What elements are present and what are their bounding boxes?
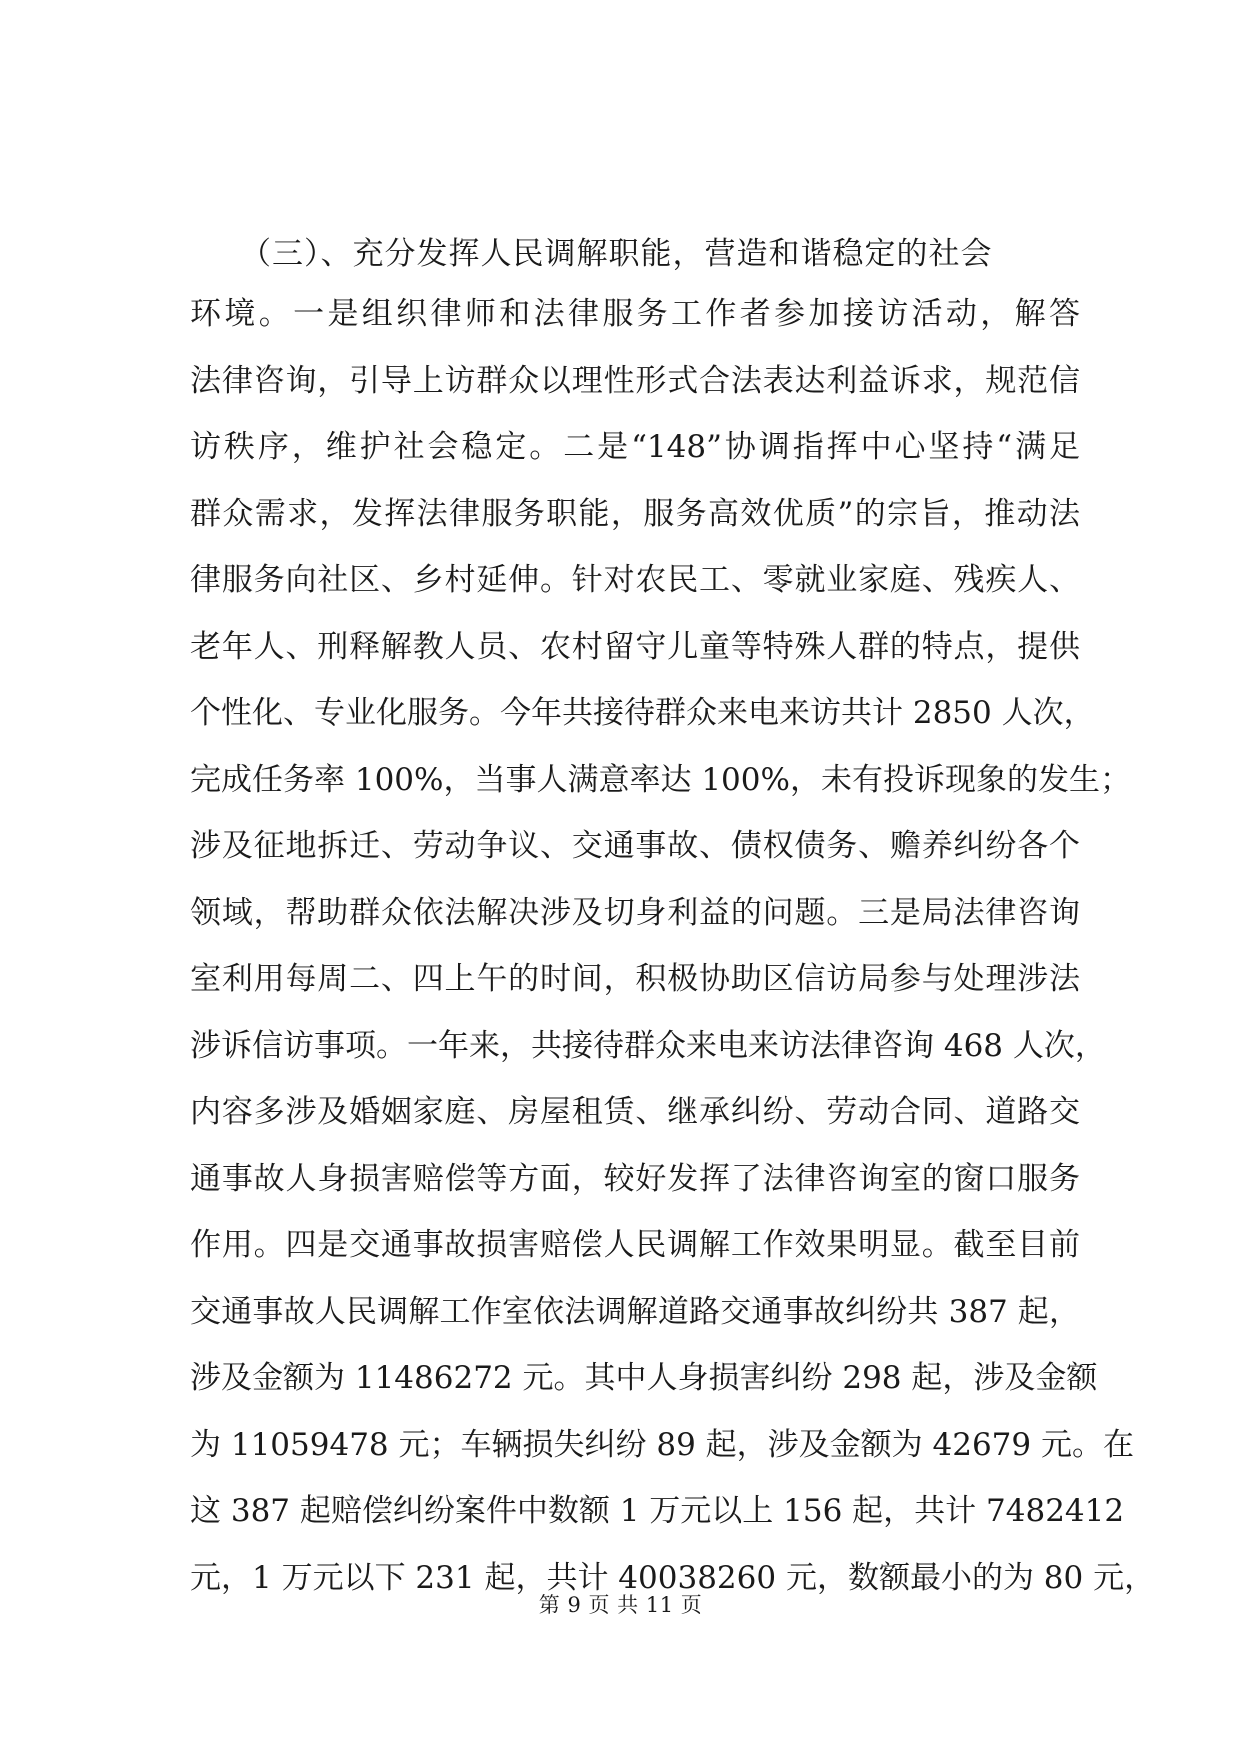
text-line: 律服务向社区、乡村延伸。针对农民工、零就业家庭、残疾人、 — [190, 562, 1080, 598]
text-line: 作用。四是交通事故损害赔偿人民调解工作效果明显。截至目前 — [190, 1227, 1080, 1263]
text-line: 这 387 起赔偿纠纷案件中数额 1 万元以上 156 起，共计 7482412 — [190, 1493, 1125, 1529]
text-line: 访秩序，维护社会稳定。二是“148”协调指挥中心坚持“满足 — [190, 429, 1080, 465]
body-paragraph — [190, 292, 1156, 1622]
text-line: 群众需求，发挥法律服务职能，服务高效优质”的宗旨，推动法 — [190, 495, 1080, 532]
text-line: 涉诉信访事项。一年来，共接待群众来电来访法律咨询 468 人次， — [190, 1027, 1106, 1064]
text-line: 为 11059478 元；车辆损失纠纷 89 起，涉及金额为 42679 元。在 — [190, 1426, 1134, 1463]
text-line: 法律咨询，引导上访群众以理性形式合法表达利益诉求，规范信 — [190, 362, 1080, 399]
section-heading: （三）、充分发挥人民调解职能，营造和谐稳定的社会 — [240, 236, 993, 272]
text-line: 通事故人身损害赔偿等方面，较好发挥了法律咨询室的窗口服务 — [190, 1160, 1080, 1197]
text-line: 涉及征地拆迁、劳动争议、交通事故、债权债务、赡养纠纷各个 — [190, 828, 1080, 864]
text-line: 元，1 万元以下 231 起，共计 40038260 元，数额最小的为 80 元， — [190, 1559, 1156, 1596]
text-line: 完成任务率 100%，当事人满意率达 100%，未有投诉现象的发生； — [190, 761, 1131, 798]
page-number-footer: 第 9 页 共 11 页 — [538, 1593, 703, 1617]
text-line: 环境。一是组织律师和法律服务工作者参加接访活动，解答 — [190, 296, 1080, 332]
text-line: 涉及金额为 11486272 元。其中人身损害纠纷 298 起，涉及金额 — [190, 1360, 1098, 1396]
text-line: 交通事故人民调解工作室依法调解道路交通事故纠纷共 387 起， — [190, 1293, 1080, 1330]
text-line: 领域，帮助群众依法解决涉及切身利益的问题。三是局法律咨询 — [190, 894, 1080, 931]
text-line: 内容多涉及婚姻家庭、房屋租赁、继承纠纷、劳动合同、道路交 — [190, 1094, 1080, 1130]
text-line: 个性化、专业化服务。今年共接待群众来电来访共计 2850 人次， — [190, 695, 1095, 731]
text-line: 老年人、刑释解教人员、农村留守儿童等特殊人群的特点，提供 — [190, 628, 1080, 665]
text-line: 室利用每周二、四上午的时间，积极协助区信访局参与处理涉法 — [190, 961, 1080, 997]
